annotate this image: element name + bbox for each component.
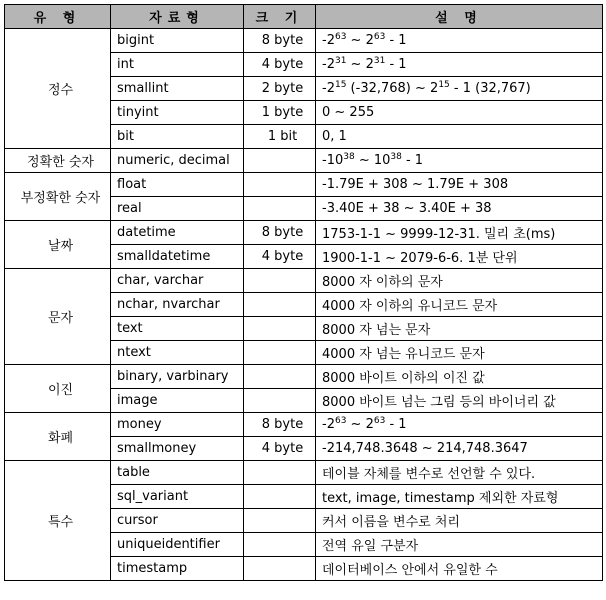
type-size: 2 byte: [244, 77, 316, 101]
table-row: [5, 149, 603, 173]
type-name: smallmoney: [111, 437, 244, 461]
type-size: [244, 533, 316, 557]
type-size: [244, 269, 316, 293]
type-description: text, image, timestamp 제외한 자료형: [316, 485, 603, 509]
type-description: $-2^{63}$ ~ $2^{63} - 1$: [316, 29, 603, 53]
type-description: 0 ~ 255: [316, 101, 603, 125]
type-description: 테이블 자체를 변수로 선언할 수 있다.: [316, 461, 603, 485]
type-name: float: [111, 173, 244, 197]
type-name: table: [111, 461, 244, 485]
category-approx-numeric: 부정확한 숫자: [5, 173, 111, 221]
header-datatype: 자료형: [111, 5, 244, 29]
type-description: $-2^{15}$ (-32,768) ~ $2^{15} - 1$ (32,767): [316, 77, 603, 101]
type-name: sql_variant: [111, 485, 244, 509]
type-name: numeric, decimal: [111, 149, 244, 173]
header-description: 설 명: [316, 5, 603, 29]
header-row: [5, 5, 603, 29]
type-name: smallint: [111, 77, 244, 101]
datatype-table: [4, 4, 603, 581]
type-description: 1753-1-1 ~ 9999-12-31. 밀리 초(ms): [316, 221, 603, 245]
type-size: [244, 365, 316, 389]
type-name: ntext: [111, 341, 244, 365]
category-money: 화폐: [5, 413, 111, 461]
type-description: 8000 바이트 이하의 이진 값: [316, 365, 603, 389]
type-name: bit: [111, 125, 244, 149]
type-size: 8 byte: [244, 221, 316, 245]
type-name: nchar, nvarchar: [111, 293, 244, 317]
type-name: int: [111, 53, 244, 77]
type-name: text: [111, 317, 244, 341]
category-integer: 정수: [5, 29, 111, 149]
type-size: [244, 557, 316, 581]
type-name: real: [111, 197, 244, 221]
table-row: [5, 269, 603, 293]
type-name: image: [111, 389, 244, 413]
type-size: [244, 149, 316, 173]
type-size: [244, 317, 316, 341]
type-name: binary, varbinary: [111, 365, 244, 389]
type-description: 0, 1: [316, 125, 603, 149]
type-name: tinyint: [111, 101, 244, 125]
type-name: bigint: [111, 29, 244, 53]
type-size: [244, 461, 316, 485]
table-row: [5, 413, 603, 437]
type-description: 4000 자 넘는 유니코드 문자: [316, 341, 603, 365]
type-size: [244, 293, 316, 317]
type-size: 4 byte: [244, 53, 316, 77]
type-size: 8 byte: [244, 29, 316, 53]
header-size: 크 기: [244, 5, 316, 29]
type-description: 1900-1-1 ~ 2079-6-6. 1분 단위: [316, 245, 603, 269]
header-type: 유 형: [5, 5, 111, 29]
type-size: 1 bit: [244, 125, 316, 149]
type-size: 4 byte: [244, 245, 316, 269]
type-name: money: [111, 413, 244, 437]
table-row: [5, 365, 603, 389]
type-size: [244, 509, 316, 533]
type-description: 커서 이름을 변수로 처리: [316, 509, 603, 533]
type-size: 4 byte: [244, 437, 316, 461]
type-description: $-2^{31}$ ~ $2^{31} - 1$: [316, 53, 603, 77]
category-character: 문자: [5, 269, 111, 365]
type-description: 데이터베이스 안에서 유일한 수: [316, 557, 603, 581]
category-date: 날짜: [5, 221, 111, 269]
type-size: 8 byte: [244, 413, 316, 437]
type-size: [244, 341, 316, 365]
category-binary: 이진: [5, 365, 111, 413]
type-size: 1 byte: [244, 101, 316, 125]
table-row: [5, 173, 603, 197]
type-name: timestamp: [111, 557, 244, 581]
type-description: -1.79E + 308 ~ 1.79E + 308: [316, 173, 603, 197]
table-row: [5, 461, 603, 485]
category-exact-numeric: 정확한 숫자: [5, 149, 111, 173]
type-name: datetime: [111, 221, 244, 245]
type-description: -214,748.3648 ~ 214,748.3647: [316, 437, 603, 461]
table-row: [5, 221, 603, 245]
type-description: 4000 자 이하의 유니코드 문자: [316, 293, 603, 317]
type-name: cursor: [111, 509, 244, 533]
type-size: [244, 173, 316, 197]
type-description: 8000 자 넘는 문자: [316, 317, 603, 341]
type-description: 8000 바이트 넘는 그림 등의 바이너리 값: [316, 389, 603, 413]
type-description: -3.40E + 38 ~ 3.40E + 38: [316, 197, 603, 221]
type-name: uniqueidentifier: [111, 533, 244, 557]
table-row: [5, 29, 603, 53]
type-description: $-2^{63}$ ~ $2^{63} - 1$: [316, 413, 603, 437]
category-special: 특수: [5, 461, 111, 581]
type-size: [244, 389, 316, 413]
type-description: $-10^{38}$ ~ $10^{38} - 1$: [316, 149, 603, 173]
type-name: smalldatetime: [111, 245, 244, 269]
type-size: [244, 197, 316, 221]
type-description: 전역 유일 구분자: [316, 533, 603, 557]
type-description: 8000 자 이하의 문자: [316, 269, 603, 293]
type-name: char, varchar: [111, 269, 244, 293]
type-size: [244, 485, 316, 509]
